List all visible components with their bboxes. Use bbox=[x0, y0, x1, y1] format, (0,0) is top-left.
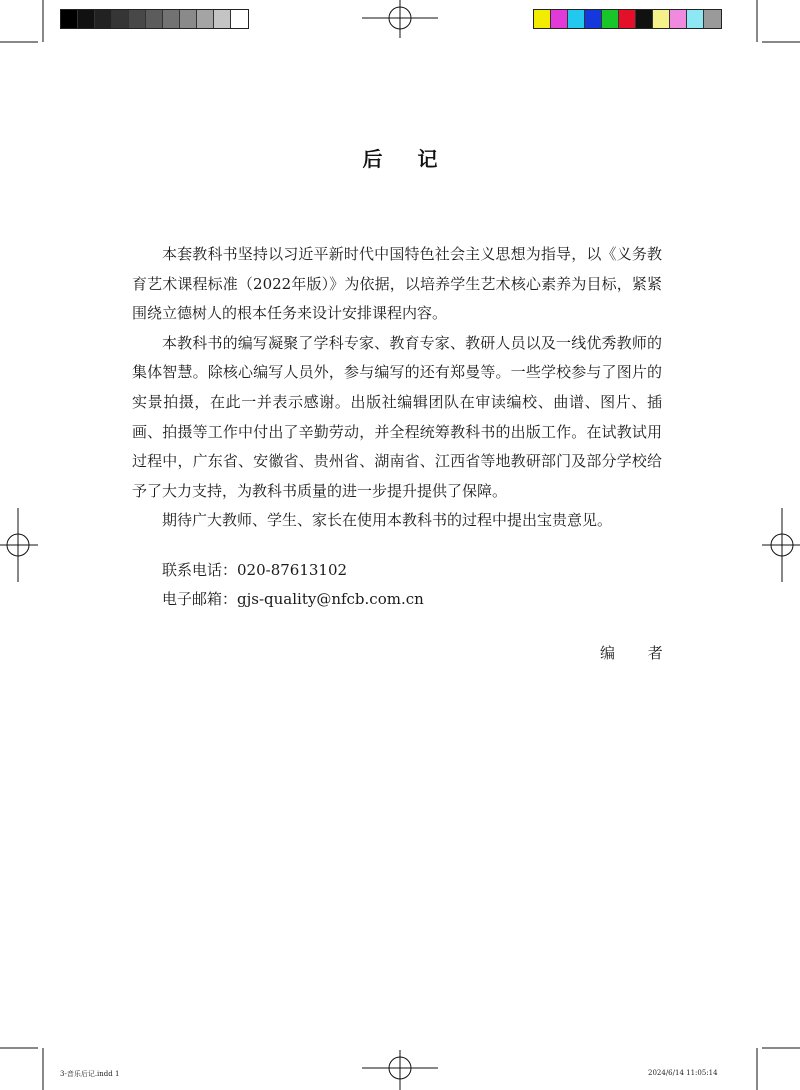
gray-swatch-8 bbox=[180, 10, 197, 28]
registration-target-bottom bbox=[362, 1050, 438, 1090]
gray-swatch-7 bbox=[163, 10, 180, 28]
color-swatch-9 bbox=[670, 10, 687, 28]
color-swatch-6 bbox=[619, 10, 636, 28]
gray-swatch-10 bbox=[214, 10, 231, 28]
color-swatch-10 bbox=[687, 10, 704, 28]
registration-target-left bbox=[0, 508, 38, 582]
slug-filename: 3-音乐后记.indd 1 bbox=[60, 1070, 120, 1078]
paragraph-3: 期待广大教师、学生、家长在使用本教科书的过程中提出宝贵意见。 bbox=[162, 511, 613, 530]
paragraph-2: 本教科书的编写凝聚了学科专家、教育专家、教研人员以及一线优秀教师的集体智慧。除核心编写人员外，参与编写的还有郑曼等。一些学校参与了图片的实景拍摄，在此一并表示感谢。出版社编辑团队在审读编校、曲谱、图片、插画、拍摄等工作中付出了辛勤劳动，并全程统筹教科书的出版工作。在试教试用过程中，广东省、安徽省、贵州省、湖南省、江西省等地教研部门及部分学校给予了大力支持，为教科书质量的进一步提升提供了保障。 bbox=[132, 333, 662, 500]
color-calibration-bar bbox=[533, 9, 722, 29]
gray-swatch-1 bbox=[61, 10, 78, 28]
gray-swatch-11 bbox=[231, 10, 248, 28]
registration-target-right bbox=[762, 508, 800, 582]
color-swatch-4 bbox=[585, 10, 602, 28]
color-swatch-7 bbox=[636, 10, 653, 28]
registration-target-top bbox=[362, 0, 438, 38]
signature: 编 者 bbox=[600, 644, 677, 662]
contact-email: 电子邮箱：gjs-quality@nfcb.com.cn bbox=[162, 590, 424, 608]
grayscale-calibration-bar bbox=[60, 9, 249, 29]
color-swatch-5 bbox=[602, 10, 619, 28]
color-swatch-8 bbox=[653, 10, 670, 28]
gray-swatch-6 bbox=[146, 10, 163, 28]
color-swatch-11 bbox=[704, 10, 721, 28]
gray-swatch-4 bbox=[112, 10, 129, 28]
slug-timestamp: 2024/6/14 11:05:14 bbox=[648, 1069, 718, 1077]
page-title: 后 记 bbox=[362, 147, 452, 171]
paragraph-1: 本套教科书坚持以习近平新时代中国特色社会主义思想为指导，以《义务教育艺术课程标准（2022年版）》为依据，以培养学生艺术核心素养为目标，紧紧围绕立德树人的根本任务来设计安排课程内容。 bbox=[132, 245, 662, 323]
gray-swatch-3 bbox=[95, 10, 112, 28]
color-swatch-3 bbox=[568, 10, 585, 28]
gray-swatch-5 bbox=[129, 10, 146, 28]
gray-swatch-9 bbox=[197, 10, 214, 28]
color-swatch-1 bbox=[534, 10, 551, 28]
afterword-body bbox=[132, 240, 662, 536]
contact-phone: 联系电话：020-87613102 bbox=[162, 561, 348, 579]
color-swatch-2 bbox=[551, 10, 568, 28]
gray-swatch-2 bbox=[78, 10, 95, 28]
